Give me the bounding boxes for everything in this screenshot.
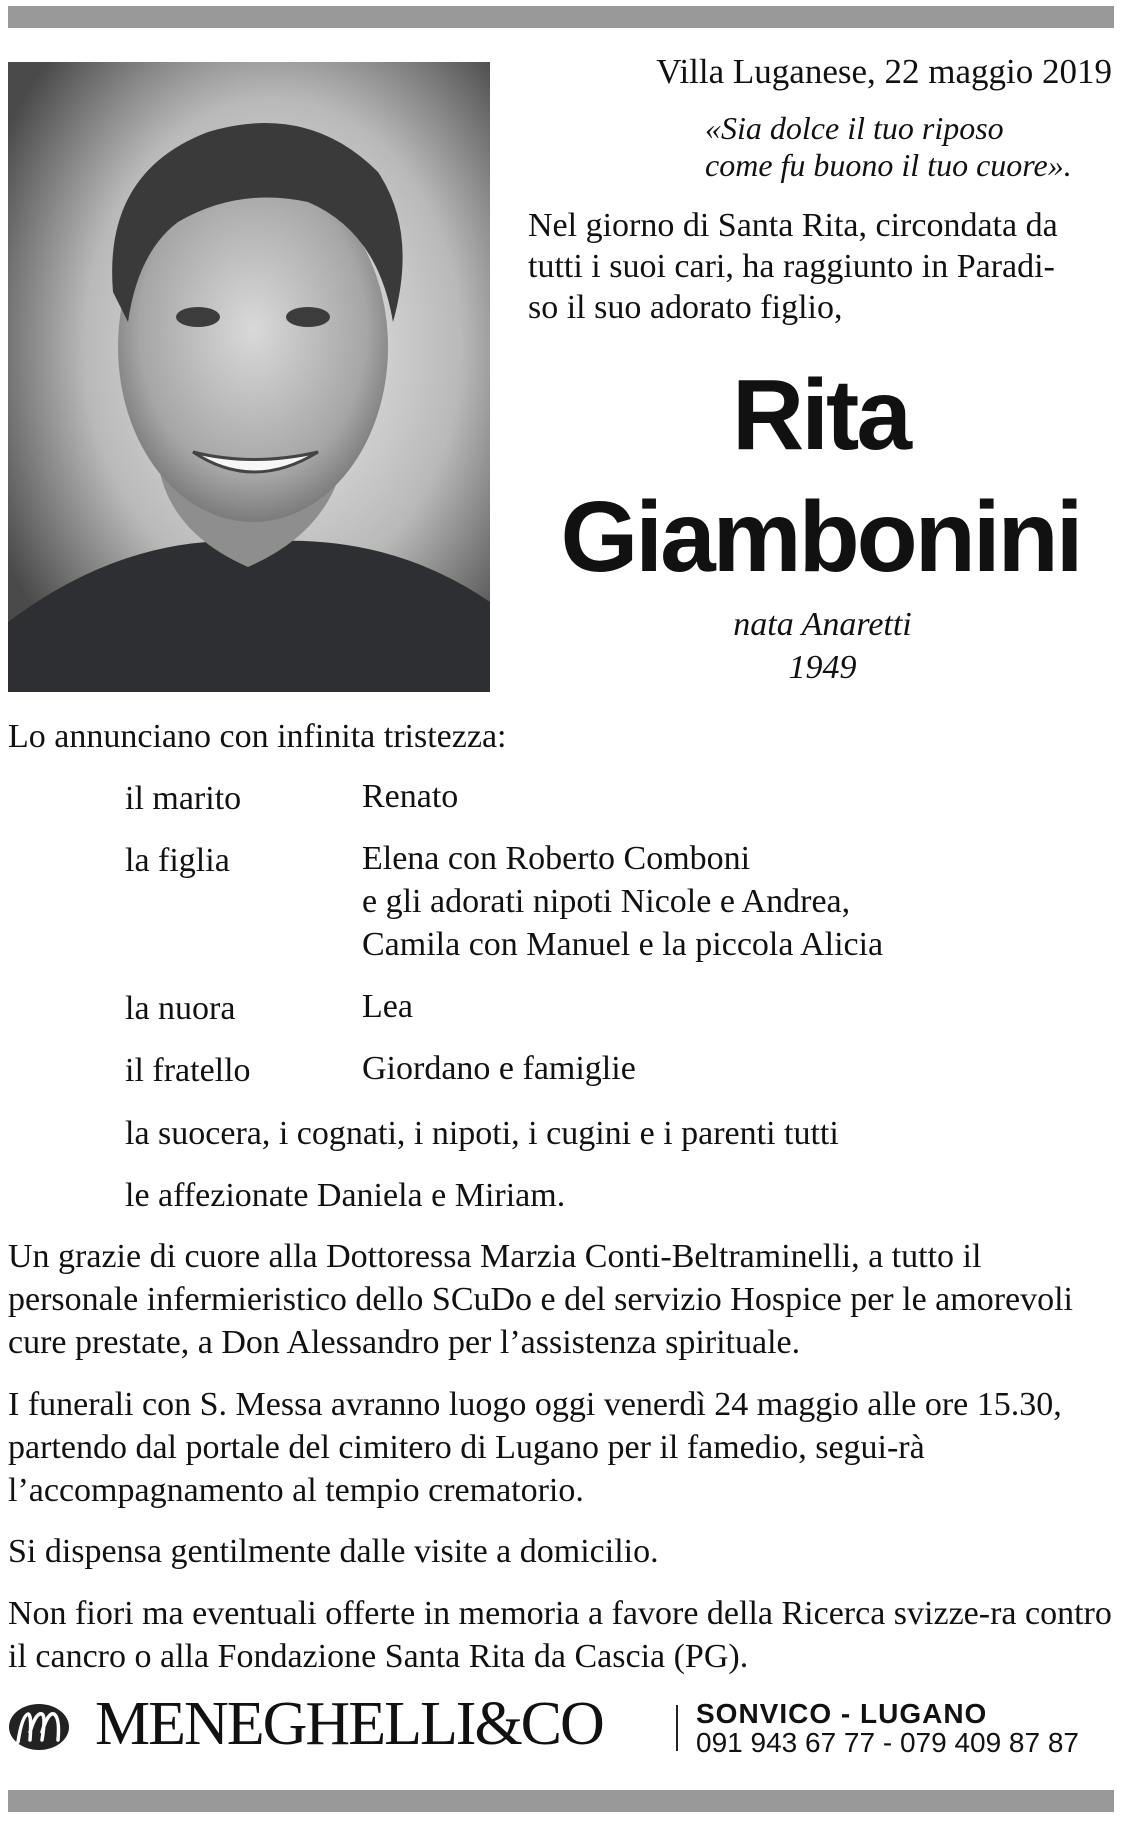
funeral-paragraph: I funerali con S. Messa avranno luogo oggi venerdì 24 maggio alle ore 15.30, partendo dal portale del cimitero di Lugano per il famedio, segui-rà l’accompagnamento al tempio crematorio. — [8, 1386, 1062, 1509]
flowers-paragraph: Non fiori ma eventuali offerte in memoria a favore della Ricerca svizze-ra contro il cancro o alla Fondazione Santa Rita da Cascia (PG). — [8, 1595, 1112, 1675]
intro-line: so il suo adorato figlio, — [528, 289, 843, 326]
announcement-heading: Lo annunciano con infinita tristezza: — [8, 718, 507, 755]
top-border-bar — [8, 6, 1114, 28]
bottom-border-bar — [8, 1790, 1114, 1812]
relation-label: la figlia — [125, 842, 230, 879]
epitaph-quote — [705, 110, 1072, 184]
maiden-name: nata Anaretti — [733, 606, 912, 643]
relation-name-line: Lea — [362, 988, 413, 1025]
relation-label: la nuora — [125, 990, 236, 1027]
quote-line: «Sia dolce il tuo riposo — [705, 110, 1004, 146]
relation-name-line: Elena con Roberto Comboni — [362, 840, 751, 877]
birth-info — [600, 603, 1045, 689]
relation-name-line: e gli adorati nipoti Nicole e Andrea, — [362, 883, 851, 920]
intro-text — [528, 205, 1113, 328]
funeral-home-city: SONVICO - LUGANO — [696, 1698, 988, 1729]
quote-line: come fu buono il tuo cuore». — [705, 147, 1072, 183]
relation-names — [362, 775, 458, 818]
relation-name-line: Renato — [362, 778, 459, 815]
deceased-last-name: Giambonini — [560, 481, 1081, 593]
family-extra-line: la suocera, i cognati, i nipoti, i cugini e i parenti tutti — [125, 1115, 839, 1152]
relation-name-line: Giordano e famiglie — [362, 1050, 636, 1087]
relation-names — [362, 1047, 636, 1090]
funeral-home-brand: MENEGHELLI&CO — [95, 1690, 603, 1758]
relation-label: il fratello — [125, 1052, 251, 1089]
portrait-photo — [8, 62, 490, 692]
intro-line: tutti i suoi cari, ha raggiunto in Paradi- — [528, 248, 1055, 285]
relation-names — [362, 985, 413, 1028]
visits-paragraph: Si dispensa gentilmente dalle visite a domicilio. — [8, 1533, 659, 1570]
place-date: Villa Luganese, 22 maggio 2019 — [656, 52, 1112, 91]
family-extra-line: le affezionate Daniela e Miriam. — [125, 1177, 566, 1214]
funeral-home-logo-icon — [8, 1702, 70, 1752]
deceased-first-name: Rita — [732, 359, 909, 471]
relation-names — [362, 837, 883, 966]
footer-divider — [676, 1705, 678, 1751]
intro-line: Nel giorno di Santa Rita, circondata da — [528, 207, 1058, 244]
relation-name-line: Camila con Manuel e la piccola Alicia — [362, 926, 884, 963]
thanks-paragraph: Un grazie di cuore alla Dottoressa Marzia Conti-Beltraminelli, a tutto il personale infermieristico dello SCuDo e del servizio Hospice per le amorevoli cure prestate, a Don Alessandro per l’assistenza spirituale. — [8, 1238, 1074, 1361]
relation-label: il marito — [125, 780, 242, 817]
funeral-home-phones: 091 943 67 77 - 079 409 87 87 — [696, 1727, 1080, 1758]
birth-year: 1949 — [788, 649, 857, 686]
